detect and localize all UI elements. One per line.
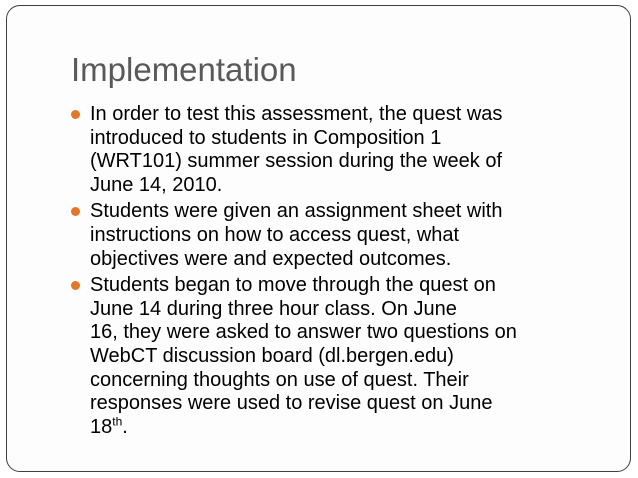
- slide-title: Implementation: [71, 51, 297, 88]
- bullet-line: instructions on how to access quest, what: [90, 223, 460, 246]
- bullet-line: introduced to students in Composition 1: [90, 126, 442, 149]
- bullet-line: In order to test this assessment, the quest was: [90, 103, 503, 125]
- bullet-dot-icon: [71, 207, 80, 216]
- ordinal-suffix: th: [112, 414, 123, 429]
- date-day: 18: [90, 415, 113, 438]
- bullet-line: WebCT discussion board (dl.bergen.edu): [90, 344, 454, 367]
- bullet-line: Students were given an assignment sheet with: [90, 200, 503, 223]
- bullet-item: [71, 103, 601, 197]
- bullet-line: Students began to move through the quest on: [90, 274, 496, 297]
- bullet-line: (WRT101) summer session during the week of: [90, 150, 503, 173]
- bullet-line: concerning thoughts on use of quest. Their: [90, 368, 469, 391]
- sentence-end: .: [122, 415, 128, 438]
- bullet-item: [71, 200, 601, 271]
- bullet-line: responses were used to revise quest on June: [90, 392, 493, 415]
- bullet-line-last: [90, 416, 601, 440]
- bullet-list: [71, 103, 601, 442]
- bullet-line: objectives were and expected outcomes.: [90, 247, 452, 270]
- bullet-dot-icon: [71, 281, 80, 290]
- bullet-dot-icon: [71, 110, 80, 119]
- bullet-line: June 14 during three hour class. On June: [90, 297, 457, 320]
- bullet-line: 16, they were asked to answer two questions on: [90, 321, 517, 344]
- bullet-item: [71, 274, 601, 439]
- bullet-line: June 14, 2010.: [90, 173, 223, 196]
